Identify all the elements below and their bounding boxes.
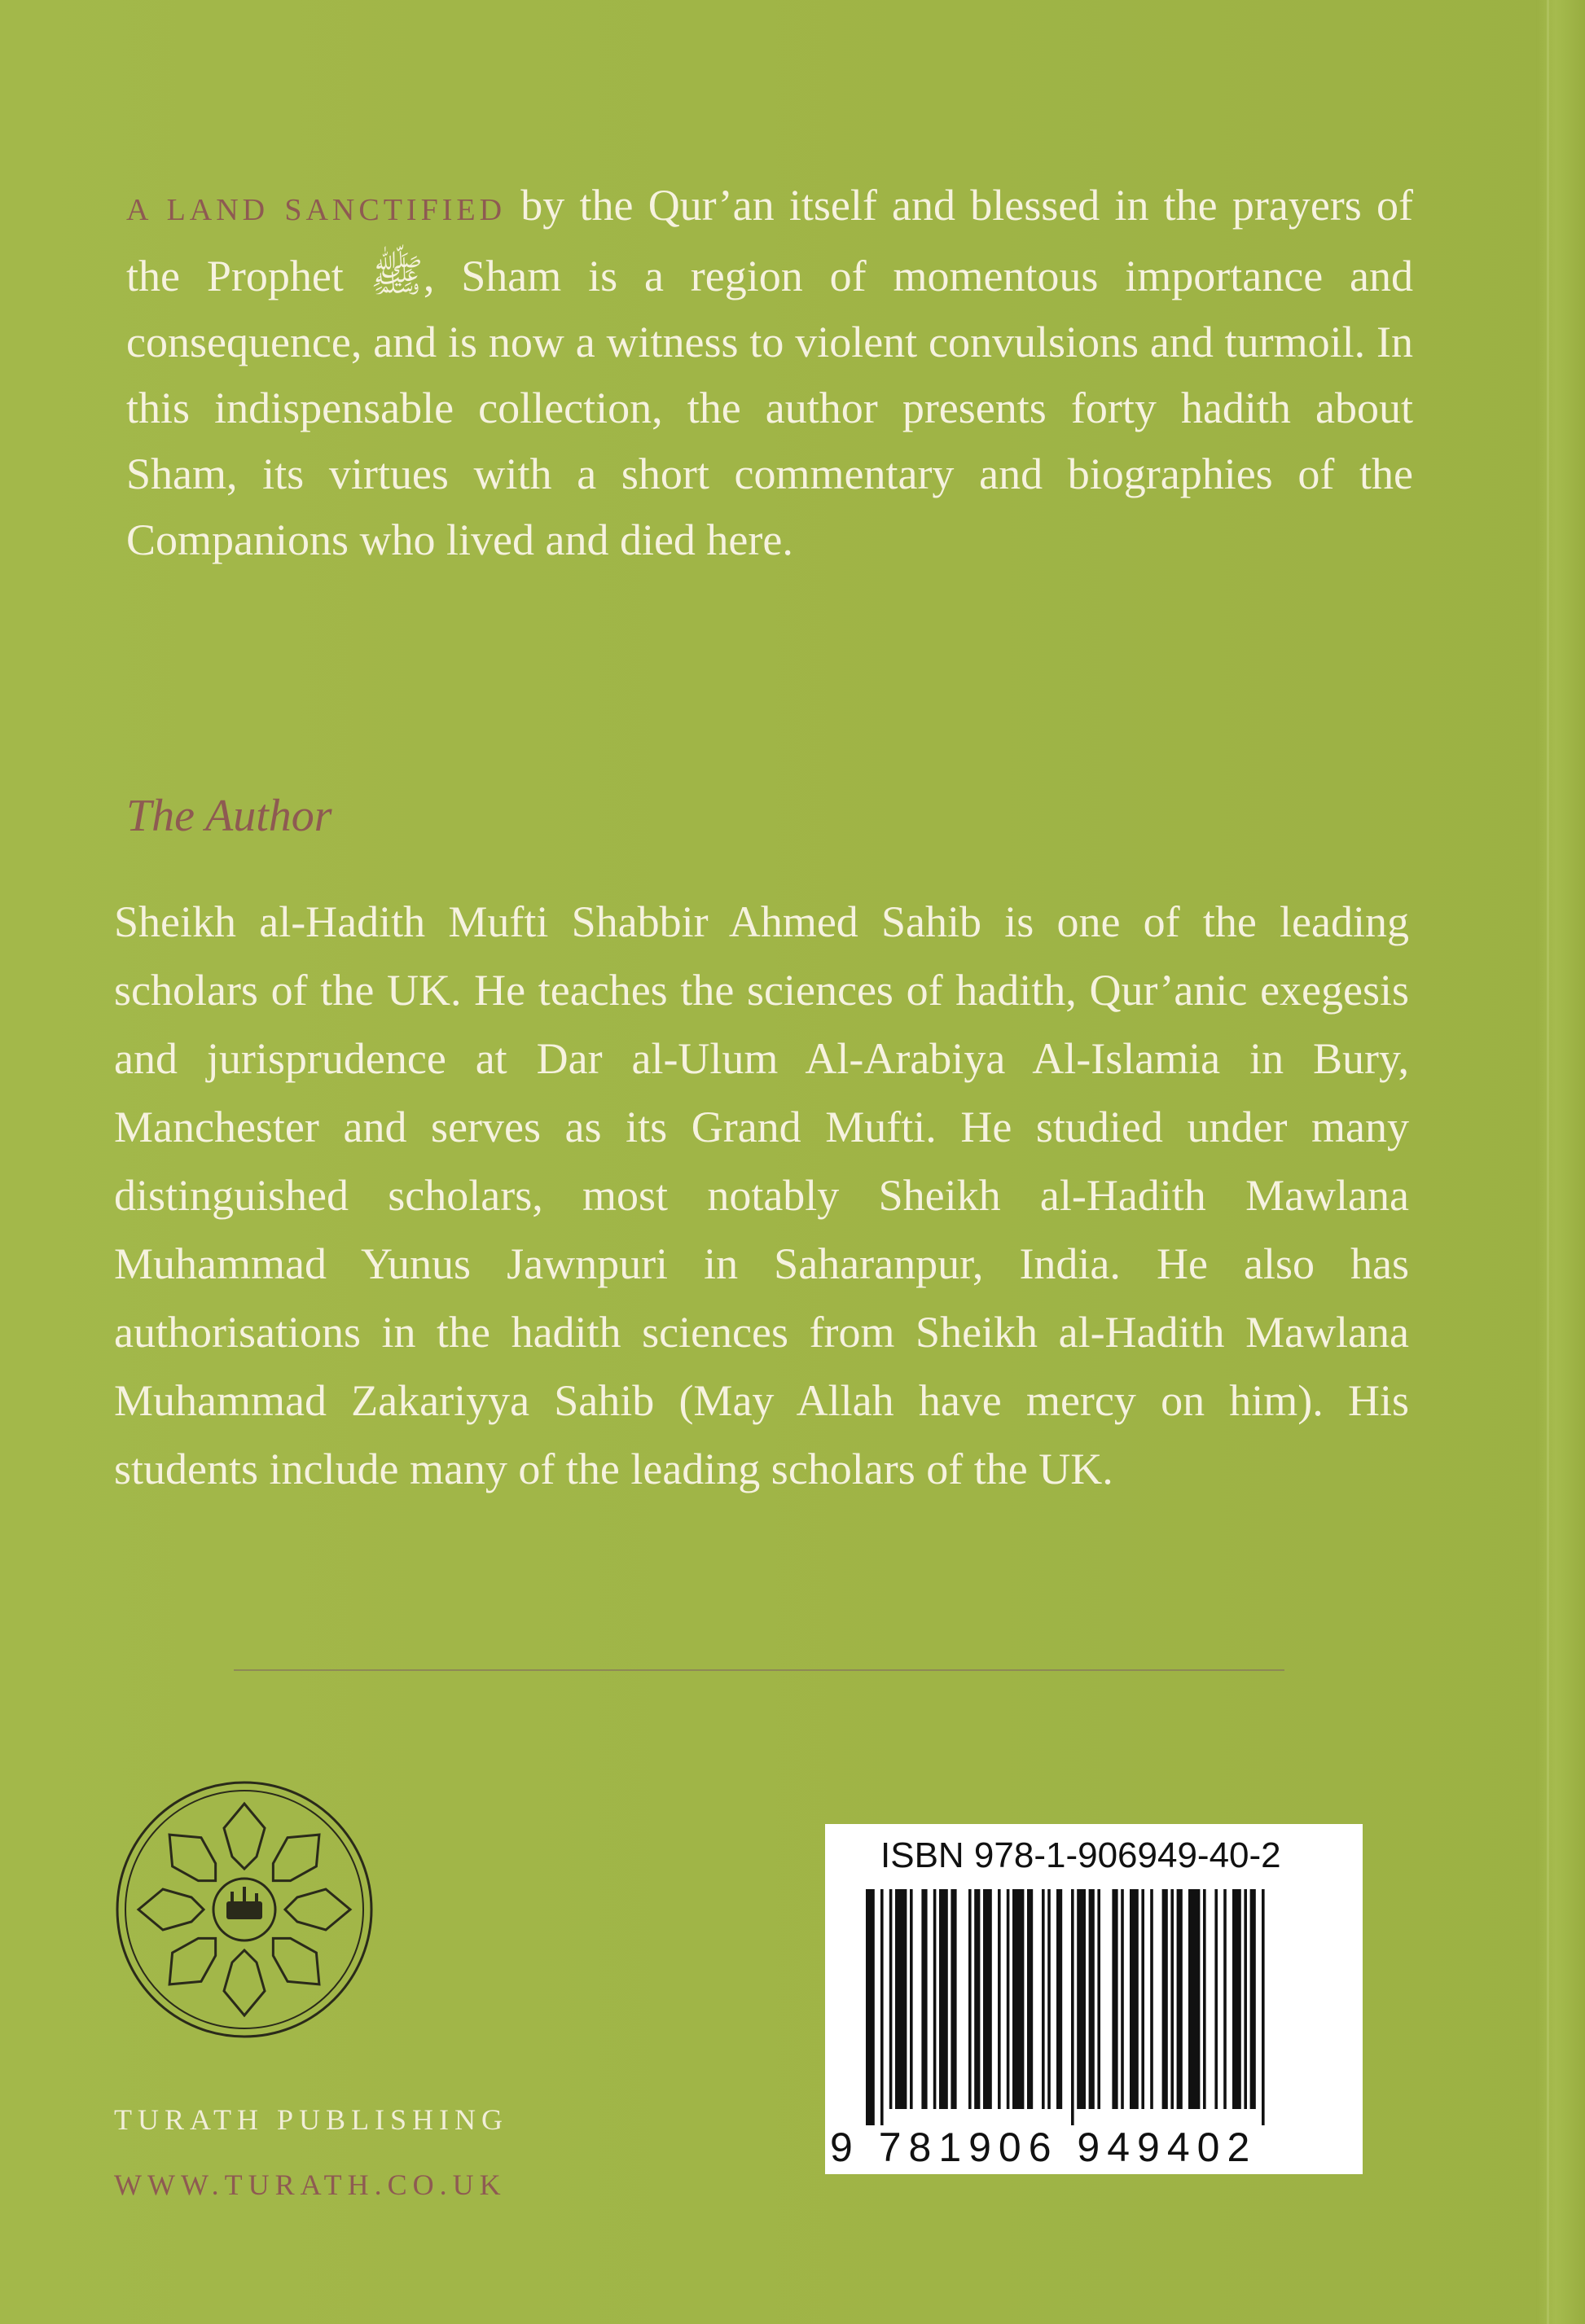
barcode-bar (1262, 1889, 1265, 2125)
barcode-bar (1223, 1889, 1227, 2109)
spine-edge (1536, 0, 1585, 2324)
barcode-bar (1170, 1889, 1174, 2109)
barcode-bar (1077, 1889, 1086, 2109)
barcode-bar (889, 1889, 893, 2109)
barcode-bar (968, 1889, 972, 2109)
blurb-lead-smallcaps: A LAND SANCTIFIED (126, 193, 507, 227)
barcode-bar (895, 1889, 907, 2109)
barcode-bar (1141, 1889, 1144, 2109)
barcode-bar (1007, 1889, 1010, 2109)
barcode-bar (1177, 1889, 1183, 2109)
publisher-website: WWW.TURATH.CO.UK (114, 2168, 507, 2201)
blurb-text: by the Qur’an itself and blessed in the prayers of the Prophet ﷺ, Sham is a region of momentous importance and consequence, and is now a witness to violent convulsions and turmoil. In this indispensable collection, the author presents forty hadith about Sham, its virtues with a short commentary and biographies of the Companions who lived and died here. (126, 181, 1414, 564)
barcode-bar (866, 1889, 875, 2125)
isbn-label: ISBN 978-1-906949-40-2 (880, 1835, 1281, 1875)
barcode-bar (1112, 1889, 1117, 2109)
barcode-bar (1089, 1889, 1095, 2109)
barcode-bar (1042, 1889, 1045, 2109)
barcode-bar (1056, 1889, 1062, 2109)
barcode-bar (1244, 1889, 1247, 2109)
barcode-bar (1162, 1889, 1168, 2109)
barcode-bar (1188, 1889, 1200, 2109)
barcode-bar (1097, 1889, 1100, 2109)
barcode-bar (1150, 1889, 1153, 2109)
barcode-bar (1250, 1889, 1256, 2109)
barcode-bar (998, 1889, 1001, 2109)
barcode-bar (933, 1889, 937, 2109)
spine-fold-line (1547, 0, 1549, 2324)
barcode-bar (1027, 1889, 1033, 2109)
turath-emblem-icon (114, 1779, 375, 2040)
barcode-digits: 9 781906 949402 (830, 2124, 1258, 2170)
publisher-name: TURATH PUBLISHING (114, 2103, 509, 2136)
barcode-bar (1121, 1889, 1124, 2109)
barcode-bar (974, 1889, 980, 2109)
barcode-bar (1232, 1889, 1241, 2109)
divider-rule (234, 1669, 1284, 1671)
author-heading: The Author (126, 791, 332, 841)
barcode-bar (1012, 1889, 1024, 2109)
isbn-barcode-panel (825, 1824, 1363, 2174)
barcode-bar (910, 1889, 913, 2109)
barcode-bar (983, 1889, 992, 2109)
barcode-bar (921, 1889, 927, 2109)
barcode-bar (939, 1889, 948, 2109)
barcode-bar (951, 1889, 956, 2109)
blurb-paragraph (126, 173, 1413, 573)
author-bio: Sheikh al-Hadith Mufti Shabbir Ahmed Sahib is one of the leading scholars of the UK. He teaches the sciences of hadith, Qur’anic exegesis and jurisprudence at Dar al-Ulum Al-Arabiya Al-Islamia in Bury, Manchester and serves as its Grand Mufti. He studied under many distinguished scholars, most notably Sheikh al-Hadith Mawlana Muhammad Yunus Jawnpuri in Saharanpur, India. He also has authorisations in the hadith sciences from Sheikh al-Hadith Mawlana Muhammad Zakariyya Sahib (May Allah have mercy on him). His students include many of the leading scholars of the UK. (114, 897, 1409, 1493)
barcode-bar (1203, 1889, 1206, 2109)
barcode-bar (1214, 1889, 1218, 2109)
barcode-bar (880, 1889, 884, 2125)
barcode-bars (866, 1889, 1338, 2125)
barcode-bar (1071, 1889, 1074, 2125)
barcode-bar (1047, 1889, 1051, 2109)
barcode-bar (1130, 1889, 1139, 2109)
